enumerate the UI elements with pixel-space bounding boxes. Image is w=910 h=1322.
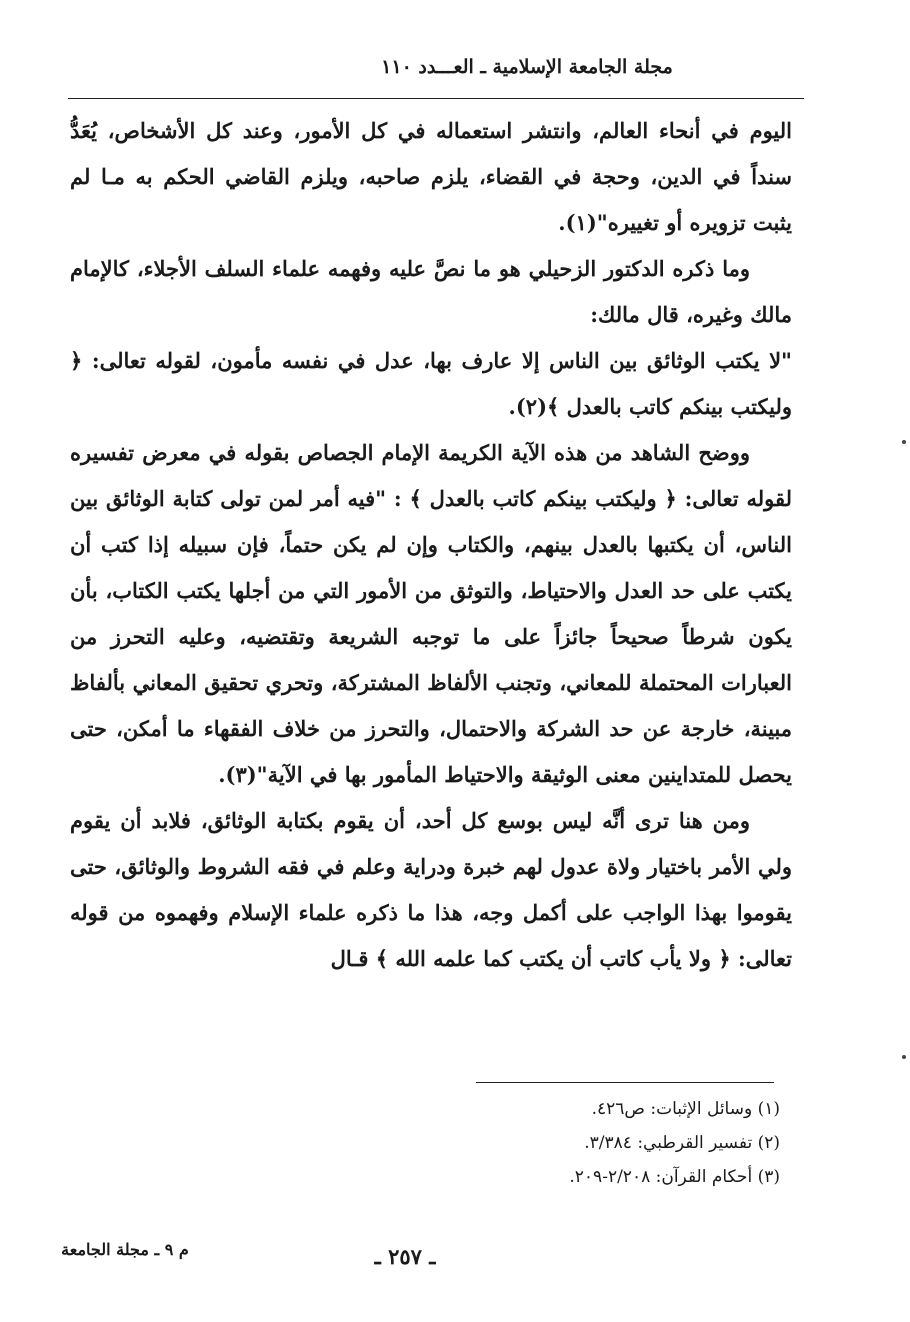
signature-mark: م ٩ ـ مجلة الجامعة — [61, 1240, 189, 1259]
paragraph-2: وما ذكره الدكتور الزحيلي هو ما نصَّ عليه وفهمه علماء السلف الأجلاء، كالإمام مالك وغيره، قال مالك: — [70, 256, 792, 327]
body-text — [70, 108, 792, 982]
scan-speck — [902, 1055, 906, 1059]
running-header: مجلة الجامعة الإسلامية ـ العـــدد ١١٠ — [381, 56, 673, 78]
paragraph-3-quote: "لا يكتب الوثائق بين الناس إلا عارف بها، عدل في نفسه مأمون، لقوله تعالى: ﴿ وليكتب بينكم كاتب بالعدل ﴾(٢). — [70, 348, 792, 419]
footnote-2: (٢) تفسير القرطبي: ٣/٣٨٤. — [584, 1133, 780, 1153]
page-number: ـ ٢٥٧ ـ — [374, 1244, 436, 1269]
paragraph-5: ومن هنا ترى أنَّه ليس بوسع كل أحد، أن يقوم بكتابة الوثائق، فلابد أن يقوم ولي الأمر باختيار ولاة عدول لهم خبرة ودراية وعلم في فقه الشروط والوثائق، حتى يقوموا بهذا الواجب على أكمل وجه، هذا ما ذكره علماء الإسلام وفهموه من قوله تعالى: ﴿ ولا يأب كاتب أن يكتب كما علمه الله ﴾ قـال — [70, 808, 792, 971]
footnote-rule — [476, 1082, 774, 1083]
header-rule — [68, 98, 804, 99]
paragraph-4: ووضح الشاهد من هذه الآية الكريمة الإمام الجصاص بقوله في معرض تفسيره لقوله تعالى: ﴿ وليكتب بينكم كاتب بالعدل ﴾ : "فيه أمر لمن تولى كتابة الوثائق بين الناس، أن يكتبها بالعدل بينهم، والكتاب وإن لم يكن حتماً، فإن سبيله إذا كتب أن يكتب على حد العدل والاحتياط، والتوثق من الأمور التي من أجلها يكتب الكتاب، بأن يكون شرطاً صحيحاً جائزاً على ما توجبه الشريعة وتقتضيه، وعليه التحرز من العبارات المحتملة للمعاني، وتجنب الألفاظ المشتركة، وتحري تحقيق المعاني بألفاظ مبينة، خارجة عن حد الشركة والاحتمال، والتحرز من خلاف الفقهاء ما أمكن، حتى يحصل للمتداينين معنى الوثيقة والاحتياط المأمور بها في الآية"(٣). — [70, 440, 792, 787]
scan-speck — [902, 440, 906, 444]
footnote-3: (٣) أحكام القرآن: ٢/٢٠٨-٢٠٩. — [569, 1167, 780, 1187]
footnotes — [380, 1092, 780, 1194]
footnote-1: (١) وسائل الإثبات: ص٤٢٦. — [591, 1099, 780, 1119]
paragraph-1: اليوم في أنحاء العالم، وانتشر استعماله في كل الأمور، وعند كل الأشخاص، يُعَدُّ سنداً في الدين، وحجة في القضاء، يلزم صاحبه، ويلزم القاضي الحكم به مـا لم يثبت تزويره أو تغييره"(١). — [70, 118, 792, 235]
